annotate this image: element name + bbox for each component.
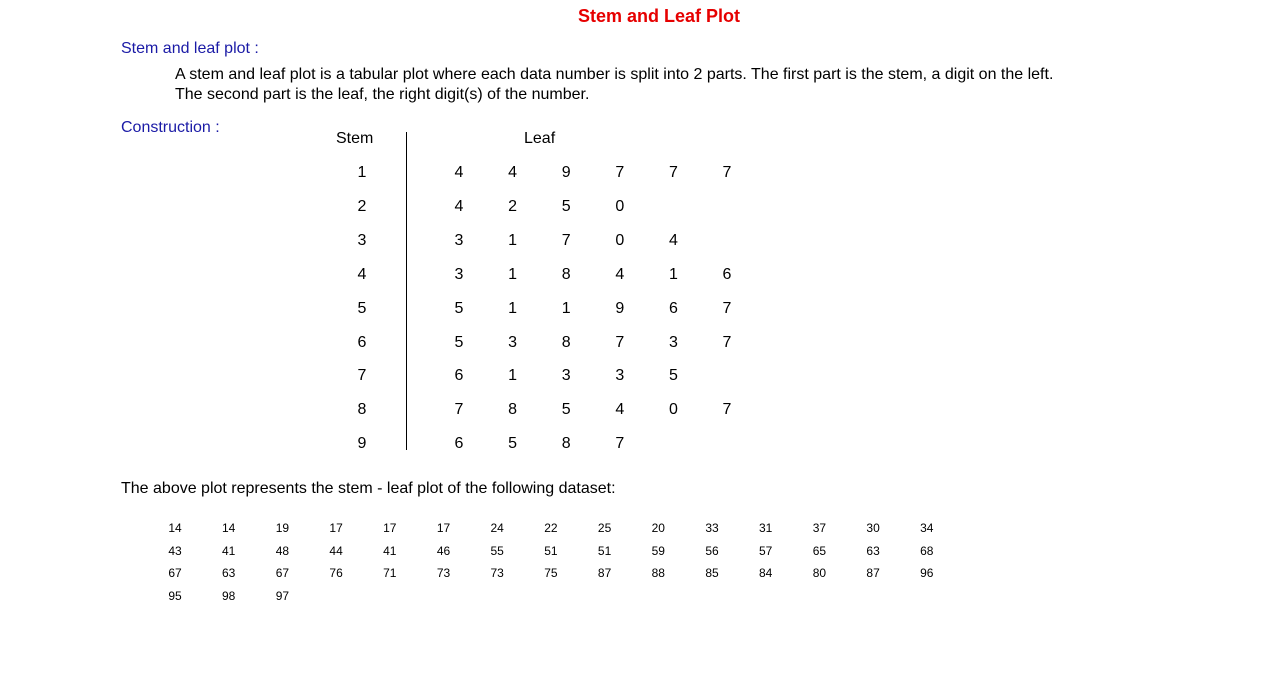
dataset-value: 17 [383,521,397,535]
leaf-value: 5 [561,401,571,419]
definition-text-line-2: The second part is the leaf, the right digit(s) of the number. [175,86,590,103]
leaf-value: 2 [508,197,518,215]
dataset-value: 17 [329,521,343,535]
leaf-value: 7 [668,164,678,181]
dataset-value: 51 [597,543,612,558]
page-title: Stem and Leaf Plot [577,6,741,26]
leaf-value: 3 [454,265,464,283]
leaf-value: 1 [561,299,571,317]
dataset-value: 80 [812,566,827,581]
dataset-value: 22 [544,521,558,535]
leaf-value: 7 [454,401,464,419]
leaf-value: 0 [615,231,625,249]
leaf-value: 8 [561,435,571,453]
stem-value: 2 [357,197,367,215]
dataset-value: 48 [275,543,290,558]
dataset-value: 87 [597,566,612,581]
dataset-value: 31 [759,521,773,535]
leaf-value: 7 [615,333,625,351]
leaf-value: 8 [561,333,571,351]
leaf-value: 6 [722,265,732,283]
dataset-value: 63 [866,543,880,558]
dataset-value: 68 [920,543,934,558]
leaf-value: 7 [722,333,732,351]
definition-text-line-1: A stem and leaf plot is a tabular plot where each data number is split into 2 parts. The first part is the stem, a digit on the left. [175,66,1054,83]
definition-heading: Stem and leaf plot : [121,40,259,57]
dataset-value: 30 [866,521,880,535]
dataset-value: 56 [705,543,719,558]
leaf-value: 9 [561,164,571,181]
leaf-value: 8 [561,265,571,283]
dataset-value: 14 [168,521,182,535]
stem-value: 6 [357,333,367,351]
dataset-value: 65 [812,543,827,558]
dataset-value: 24 [490,521,504,535]
leaf-value: 5 [454,299,464,317]
dataset-value: 17 [436,521,451,535]
dataset-value: 76 [329,566,343,581]
dataset-value: 73 [490,566,504,581]
dataset-value: 63 [222,566,236,581]
leaf-value: 7 [722,299,732,317]
stem-value: 3 [357,231,367,249]
dataset-intro: The above plot represents the stem - leaf plot of the following dataset: [121,480,616,497]
dataset-value: 46 [436,543,451,558]
leaf-value: 7 [615,164,625,181]
leaf-value: 7 [722,164,732,181]
leaf-value: 9 [615,299,625,317]
leaf-value: 3 [615,367,625,385]
dataset-value: 19 [275,521,290,535]
dataset-value: 37 [812,521,827,535]
dataset-value: 95 [168,589,182,604]
dataset-value: 14 [222,521,236,535]
leaf-value: 3 [668,333,678,351]
dataset-value: 67 [168,566,182,581]
leaf-value: 6 [668,299,678,317]
stem-value: 8 [357,401,367,419]
leaf-value: 7 [615,435,625,453]
leaf-value: 4 [454,197,464,215]
dataset-value: 41 [222,543,236,558]
stem-value: 1 [357,164,367,181]
dataset-value: 41 [383,543,397,558]
leaf-value: 8 [508,401,518,419]
dataset-value: 97 [275,589,290,604]
construction-heading: Construction : [121,119,220,136]
leaf-value: 3 [561,367,571,385]
dataset-value: 57 [759,543,773,558]
leaf-value: 1 [508,231,518,249]
stem-value: 9 [357,435,367,453]
leaf-value: 5 [508,435,518,453]
dataset-value: 33 [705,521,719,535]
stem-value: 5 [357,299,367,317]
leaf-value: 6 [454,435,464,453]
stem-value: 4 [357,265,367,283]
dataset-value: 75 [544,566,558,581]
leaf-value: 4 [615,401,625,419]
leaf-value: 7 [722,401,732,419]
dataset-value: 87 [866,566,880,581]
dataset-value: 44 [329,543,343,558]
dataset-value: 25 [597,521,612,535]
leaf-value: 5 [668,367,678,385]
leaf-value: 1 [508,265,518,283]
leaf-value: 4 [454,164,464,181]
leaf-value: 0 [615,197,625,215]
dataset-value: 88 [651,566,665,581]
leaf-value: 1 [508,367,518,385]
dataset-value: 96 [920,566,934,581]
stem-column-header: Stem [336,130,374,147]
dataset-value: 34 [920,521,934,535]
dataset-value: 85 [705,566,719,581]
leaf-value: 5 [561,197,571,215]
leaf-value: 3 [454,231,464,249]
leaf-value: 6 [454,367,464,385]
dataset-value: 59 [651,543,665,558]
dataset-value: 71 [383,566,397,581]
leaf-value: 7 [561,231,571,249]
stem-value: 7 [357,367,367,385]
leaf-value: 5 [454,333,464,351]
dataset-value: 73 [436,566,451,581]
leaf-value: 4 [615,265,625,283]
leaf-value: 0 [668,401,678,419]
dataset-value: 55 [490,543,504,558]
stem-leaf-divider [406,132,407,450]
leaf-column-header: Leaf [524,130,556,147]
dataset-value: 43 [168,543,182,558]
dataset-value: 98 [222,589,236,604]
dataset-value: 51 [544,543,558,558]
leaf-value: 3 [508,333,518,351]
leaf-value: 1 [508,299,518,317]
leaf-value: 4 [668,231,678,249]
dataset-value: 84 [759,566,773,581]
leaf-value: 4 [508,164,518,181]
dataset-value: 20 [651,521,665,535]
dataset-value: 67 [275,566,290,581]
leaf-value: 1 [668,265,678,283]
